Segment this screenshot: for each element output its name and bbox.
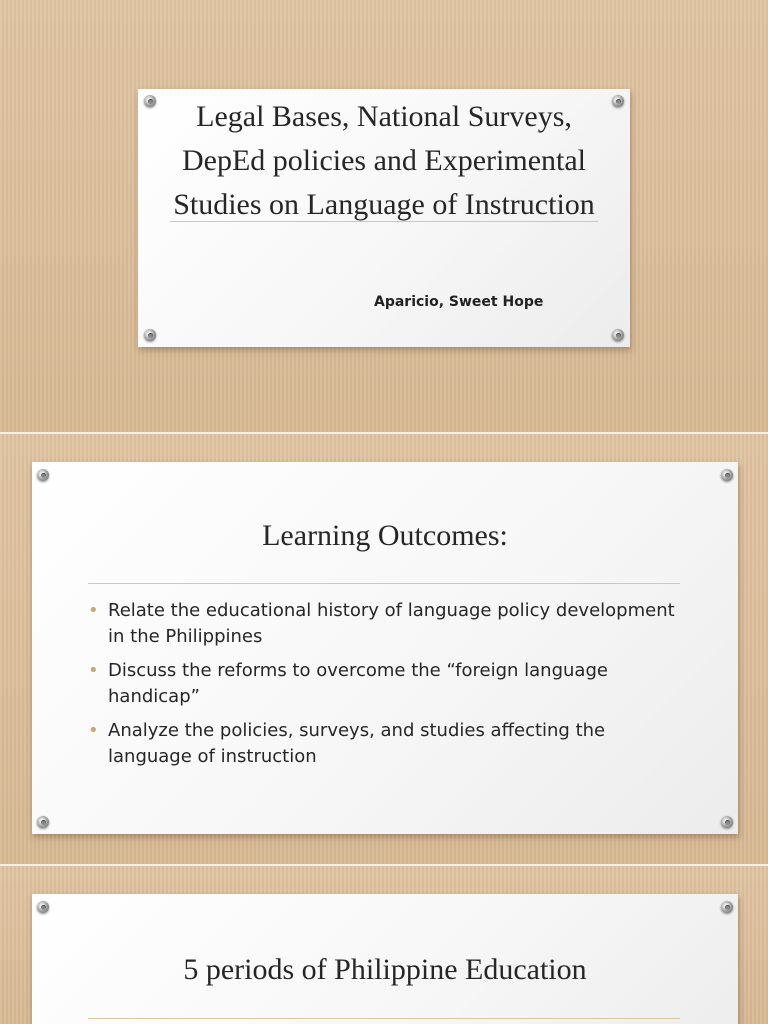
- list-item: [88, 718, 688, 770]
- list-item-text: Discuss the reforms to overcome the “foreign language handicap”: [108, 660, 608, 707]
- pushpin-icon: [37, 816, 49, 828]
- periods-card: [32, 894, 738, 1024]
- bullet-icon: •: [88, 600, 99, 621]
- slide-title: [0, 0, 768, 432]
- slide-learning-outcomes: [0, 434, 768, 864]
- pushpin-icon: [612, 329, 624, 341]
- author-name: Aparicio, Sweet Hope: [374, 294, 544, 310]
- pushpin-icon: [721, 469, 733, 481]
- pushpin-icon: [37, 469, 49, 481]
- list-item: [88, 658, 688, 710]
- periods-heading: 5 periods of Philippine Education: [183, 953, 587, 986]
- title-divider: [170, 221, 598, 222]
- list-item-text: Analyze the policies, surveys, and studies affecting the language of instruction: [108, 720, 606, 767]
- slide-title-heading: Legal Bases, National Surveys, DepEd policies and Experimental Studies on Language of Instruction: [173, 100, 595, 221]
- list-item: [88, 598, 688, 650]
- outcomes-heading: Learning Outcomes:: [262, 519, 508, 552]
- pushpin-icon: [144, 329, 156, 341]
- outcomes-list: [88, 598, 688, 778]
- bullet-icon: •: [88, 660, 99, 681]
- pushpin-icon: [721, 901, 733, 913]
- outcomes-divider: [88, 583, 680, 584]
- outcomes-card: [32, 462, 738, 834]
- list-item-text: Relate the educational history of language policy development in the Philippines: [108, 600, 675, 647]
- bullet-icon: •: [88, 720, 99, 741]
- slide-periods: [0, 866, 768, 1024]
- pushpin-icon: [721, 816, 733, 828]
- title-card: [138, 89, 630, 347]
- pushpin-icon: [37, 901, 49, 913]
- periods-divider: [88, 1018, 680, 1019]
